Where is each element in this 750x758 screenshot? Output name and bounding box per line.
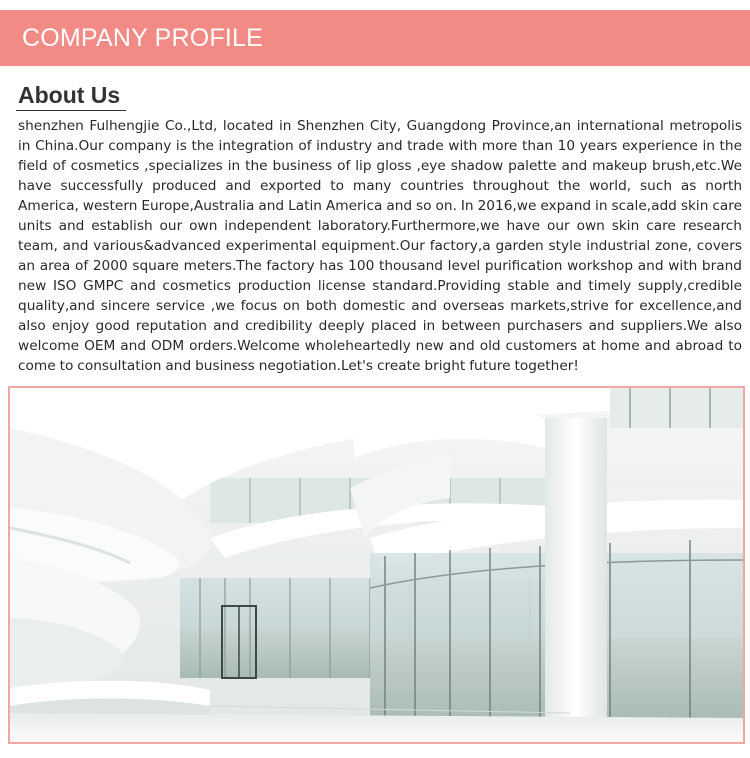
company-profile-banner [0,10,750,66]
about-us-heading-wrap [16,80,126,111]
banner-title: COMPANY PROFILE [22,23,264,52]
about-us-heading: About Us [16,80,126,111]
lobby-photo [10,388,743,742]
about-us-body: shenzhen Fulhengjie Co.,Ltd, located in Shenzhen City, Guangdong Province,an international metropolis in China.Our company is the integration of industry and trade with more than 10 years experience in the field of cosmetics ,specializes in the business of lip gloss ,eye shadow palette and makeup brush,etc.We have successfully produced and exported to many countries throughout the world, such as north America, western Europe,Australia and Latin America and so on. In 2016,we expand in scale,add skin care units and establish our own independent laboratory.Furthermore,we have our own skin care research team, and various&advanced experimental equipment.Our factory,a garden style industrial zone, covers an area of 2000 square meters.The factory has 100 thousand level purification workshop and with brand new ISO GMPC and cosmetics production license standard.Providing stable and timely supply,credible quality,and sincere service ,we focus on both domestic and overseas markets,strive for excellence,and also enjoy good reputation and credibility deeply placed in between purchasers and suppliers.We also welcome OEM and ODM orders.Welcome wholeheartedly new and old customers at home and abroad to come to consultation and business negotiation.Let's create bright future together! [18,118,742,374]
lobby-photo-frame [8,386,745,744]
